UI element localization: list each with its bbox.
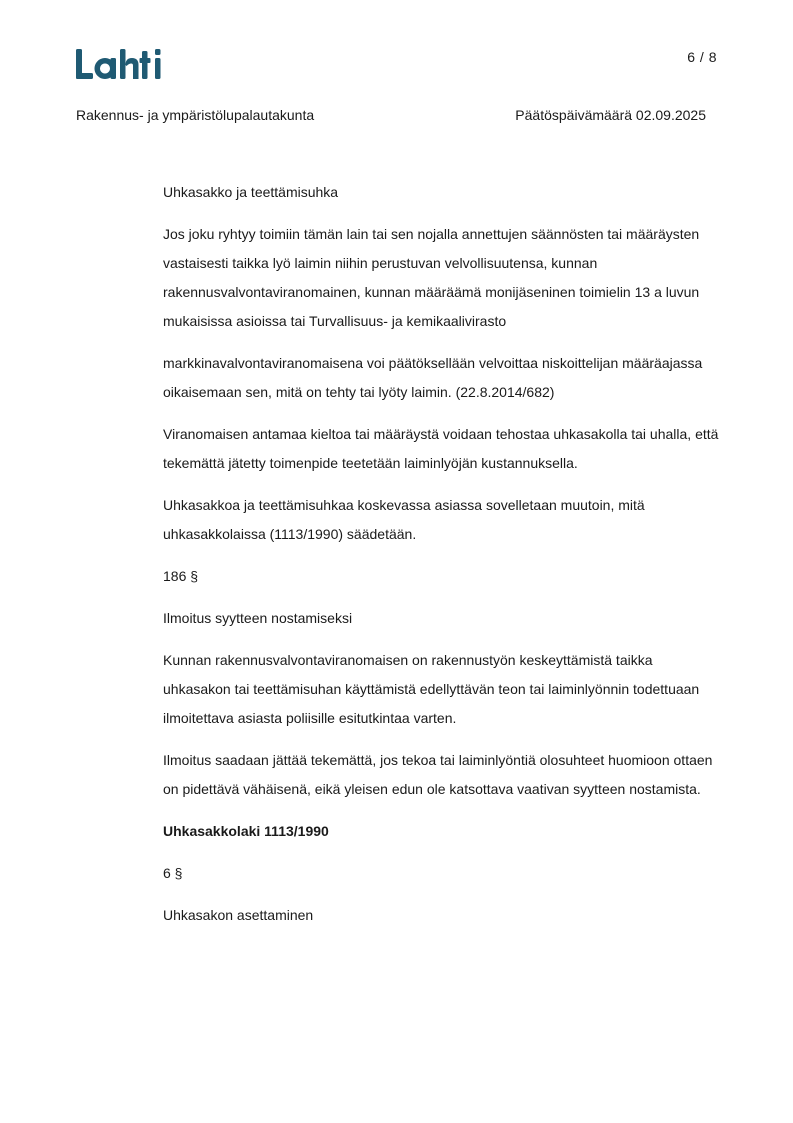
paragraph: Jos joku ryhtyy toimiin tämän lain tai sen nojalla annettujen säännösten tai määräysten vastaisesti taikka lyö laimin niihin perustuvan velvollisuutensa, kunnan rakennusvalvontaviranomainen, kunnan määräämä monijäseninen toimielin 13 a luvun mukaisissa asioissa tai Turvallisuus- ja kemikaalivirasto — [163, 226, 700, 329]
decision-date: Päätöspäivämäärä 02.09.2025 — [515, 107, 706, 123]
paragraph: Uhkasakkoa ja teettämisuhkaa koskevassa asiassa sovelletaan muutoin, mitä uhkasakkolaissa (1113/1990) säädetään. — [163, 497, 645, 542]
org-unit-title: Rakennus- ja ympäristölupalautakunta — [76, 107, 315, 123]
lahti-logo — [75, 46, 169, 82]
section-heading: Uhkasakon asettaminen — [163, 907, 314, 923]
section-number: 6 § — [163, 865, 183, 881]
document-body — [163, 178, 723, 943]
paragraph: markkinavalvontaviranomaisena voi päätöksellään velvoittaa niskoittelijan määräajassa oikaisemaan sen, mitä on tehty tai lyöty laimin. (22.8.2014/682) — [163, 355, 703, 400]
page-number: 6 / 8 — [687, 49, 717, 65]
section-number: 186 § — [163, 568, 199, 584]
paragraph: Kunnan rakennusvalvontaviranomaisen on rakennustyön keskeyttämistä taikka uhkasakon tai teettämisuhan käyttämistä edellyttävän teon tai laiminlyönnin todettuaan ilmoitettava asiasta poliisille esitutkintaa varten. — [163, 652, 700, 726]
paragraph: Viranomaisen antamaa kieltoa tai määräystä voidaan tehostaa uhkasakolla tai uhalla, että tekemättä jätetty toimenpide teetetään laiminlyöjän kustannuksella. — [163, 426, 719, 471]
section-heading: Ilmoitus syytteen nostamiseksi — [163, 610, 353, 626]
section-heading: Uhkasakko ja teettämisuhka — [163, 184, 339, 200]
law-title: Uhkasakkolaki 1113/1990 — [163, 823, 329, 839]
paragraph: Ilmoitus saadaan jättää tekemättä, jos tekoa tai laiminlyöntiä olosuhteet huomioon ottaen on pidettävä vähäisenä, eikä yleisen edun ole katsottava vaativan syytteen nostamista. — [163, 752, 713, 797]
